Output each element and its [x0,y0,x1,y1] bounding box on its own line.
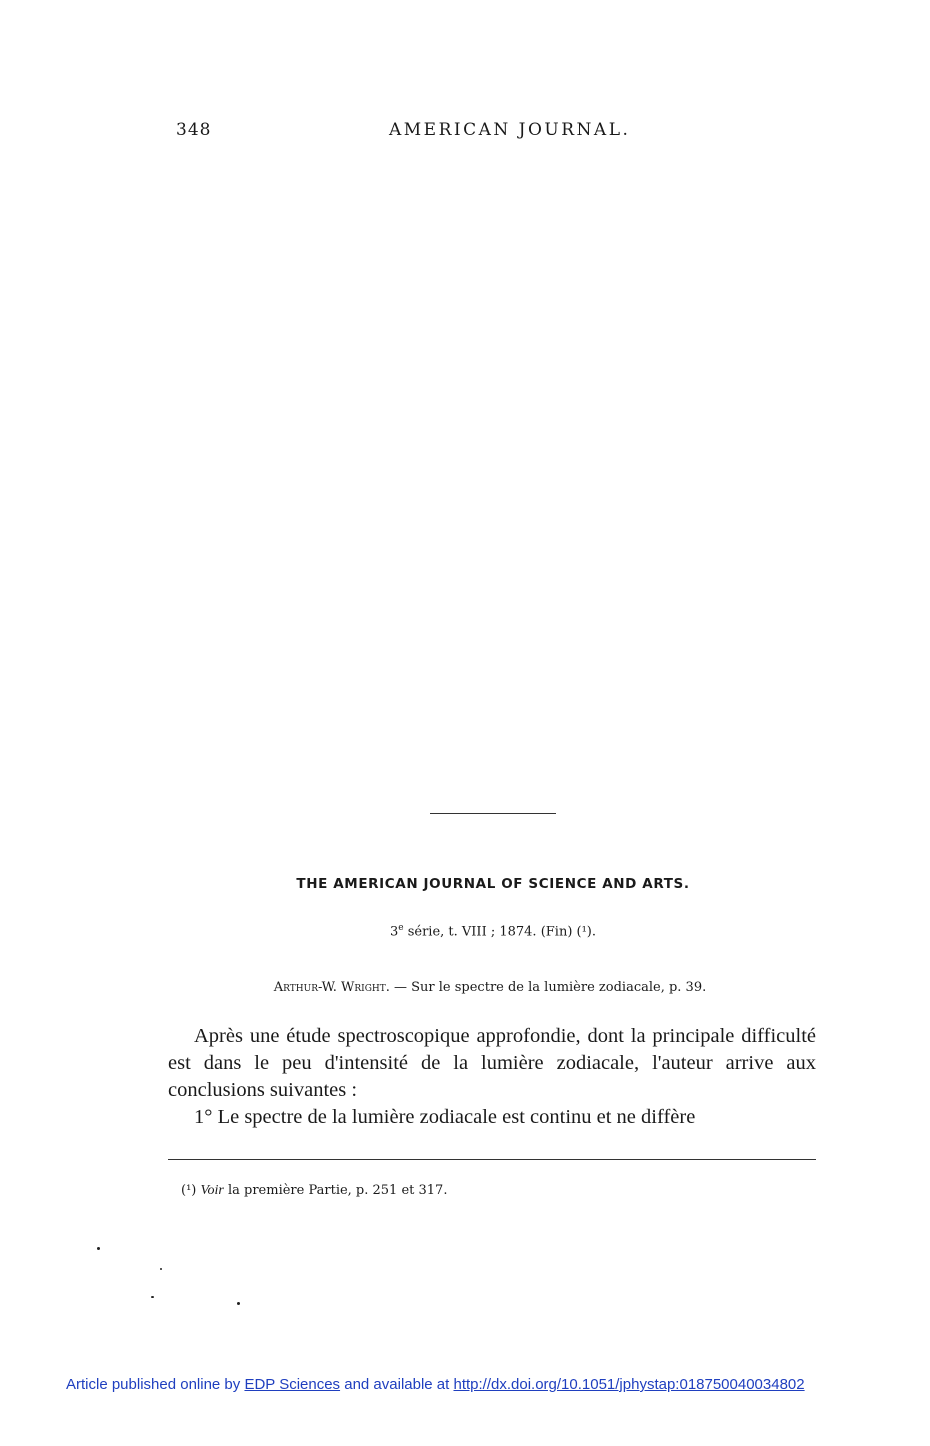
footnote-text: la première Partie, p. 251 et 317. [223,1183,448,1198]
footnote [181,1183,447,1199]
series-rest: série, t. VIII ; 1874. (Fin) (¹). [403,924,597,940]
footnote-voir: Voir [200,1183,224,1198]
publisher-middle: and available at [340,1376,454,1393]
journal-title: THE AMERICAN JOURNAL OF SCIENCE AND ARTS. [296,876,690,892]
scan-speck [160,1268,162,1270]
running-head: AMERICAN JOURNAL. [389,120,631,140]
section-separator-rule [430,813,556,814]
article-author: Arthur-W. Wright. [273,980,390,995]
publisher-prefix: Article published online by [66,1376,245,1393]
edp-sciences-link[interactable]: EDP Sciences [244,1376,341,1393]
body-paragraph: 1° Le spectre de la lumière zodiacale est continu et ne diffère [194,1106,696,1128]
scan-speck [151,1296,154,1298]
scan-speck [237,1302,240,1305]
publisher-bar [66,1376,805,1393]
page-number: 348 [176,120,212,140]
article-body [168,1023,816,1131]
scan-speck [97,1247,100,1250]
series-prefix: 3 [389,924,399,940]
series-line [0,923,930,939]
article-heading [0,980,930,995]
series-sup: e [398,923,404,933]
body-paragraph: Après une étude spectroscopique approfondie, dont la principale difficulté est dans le peu d'intensité de la lumière zodiacale, l'auteur arrive aux conclusions suivantes : [168,1025,816,1101]
doi-link[interactable]: http://dx.doi.org/10.1051/jphystap:018750040034802 [453,1376,805,1393]
article-title: — Sur le spectre de la lumière zodiacale, p. 39. [389,980,707,995]
footnote-rule [168,1159,816,1160]
footnote-marker: (¹) [181,1183,197,1198]
